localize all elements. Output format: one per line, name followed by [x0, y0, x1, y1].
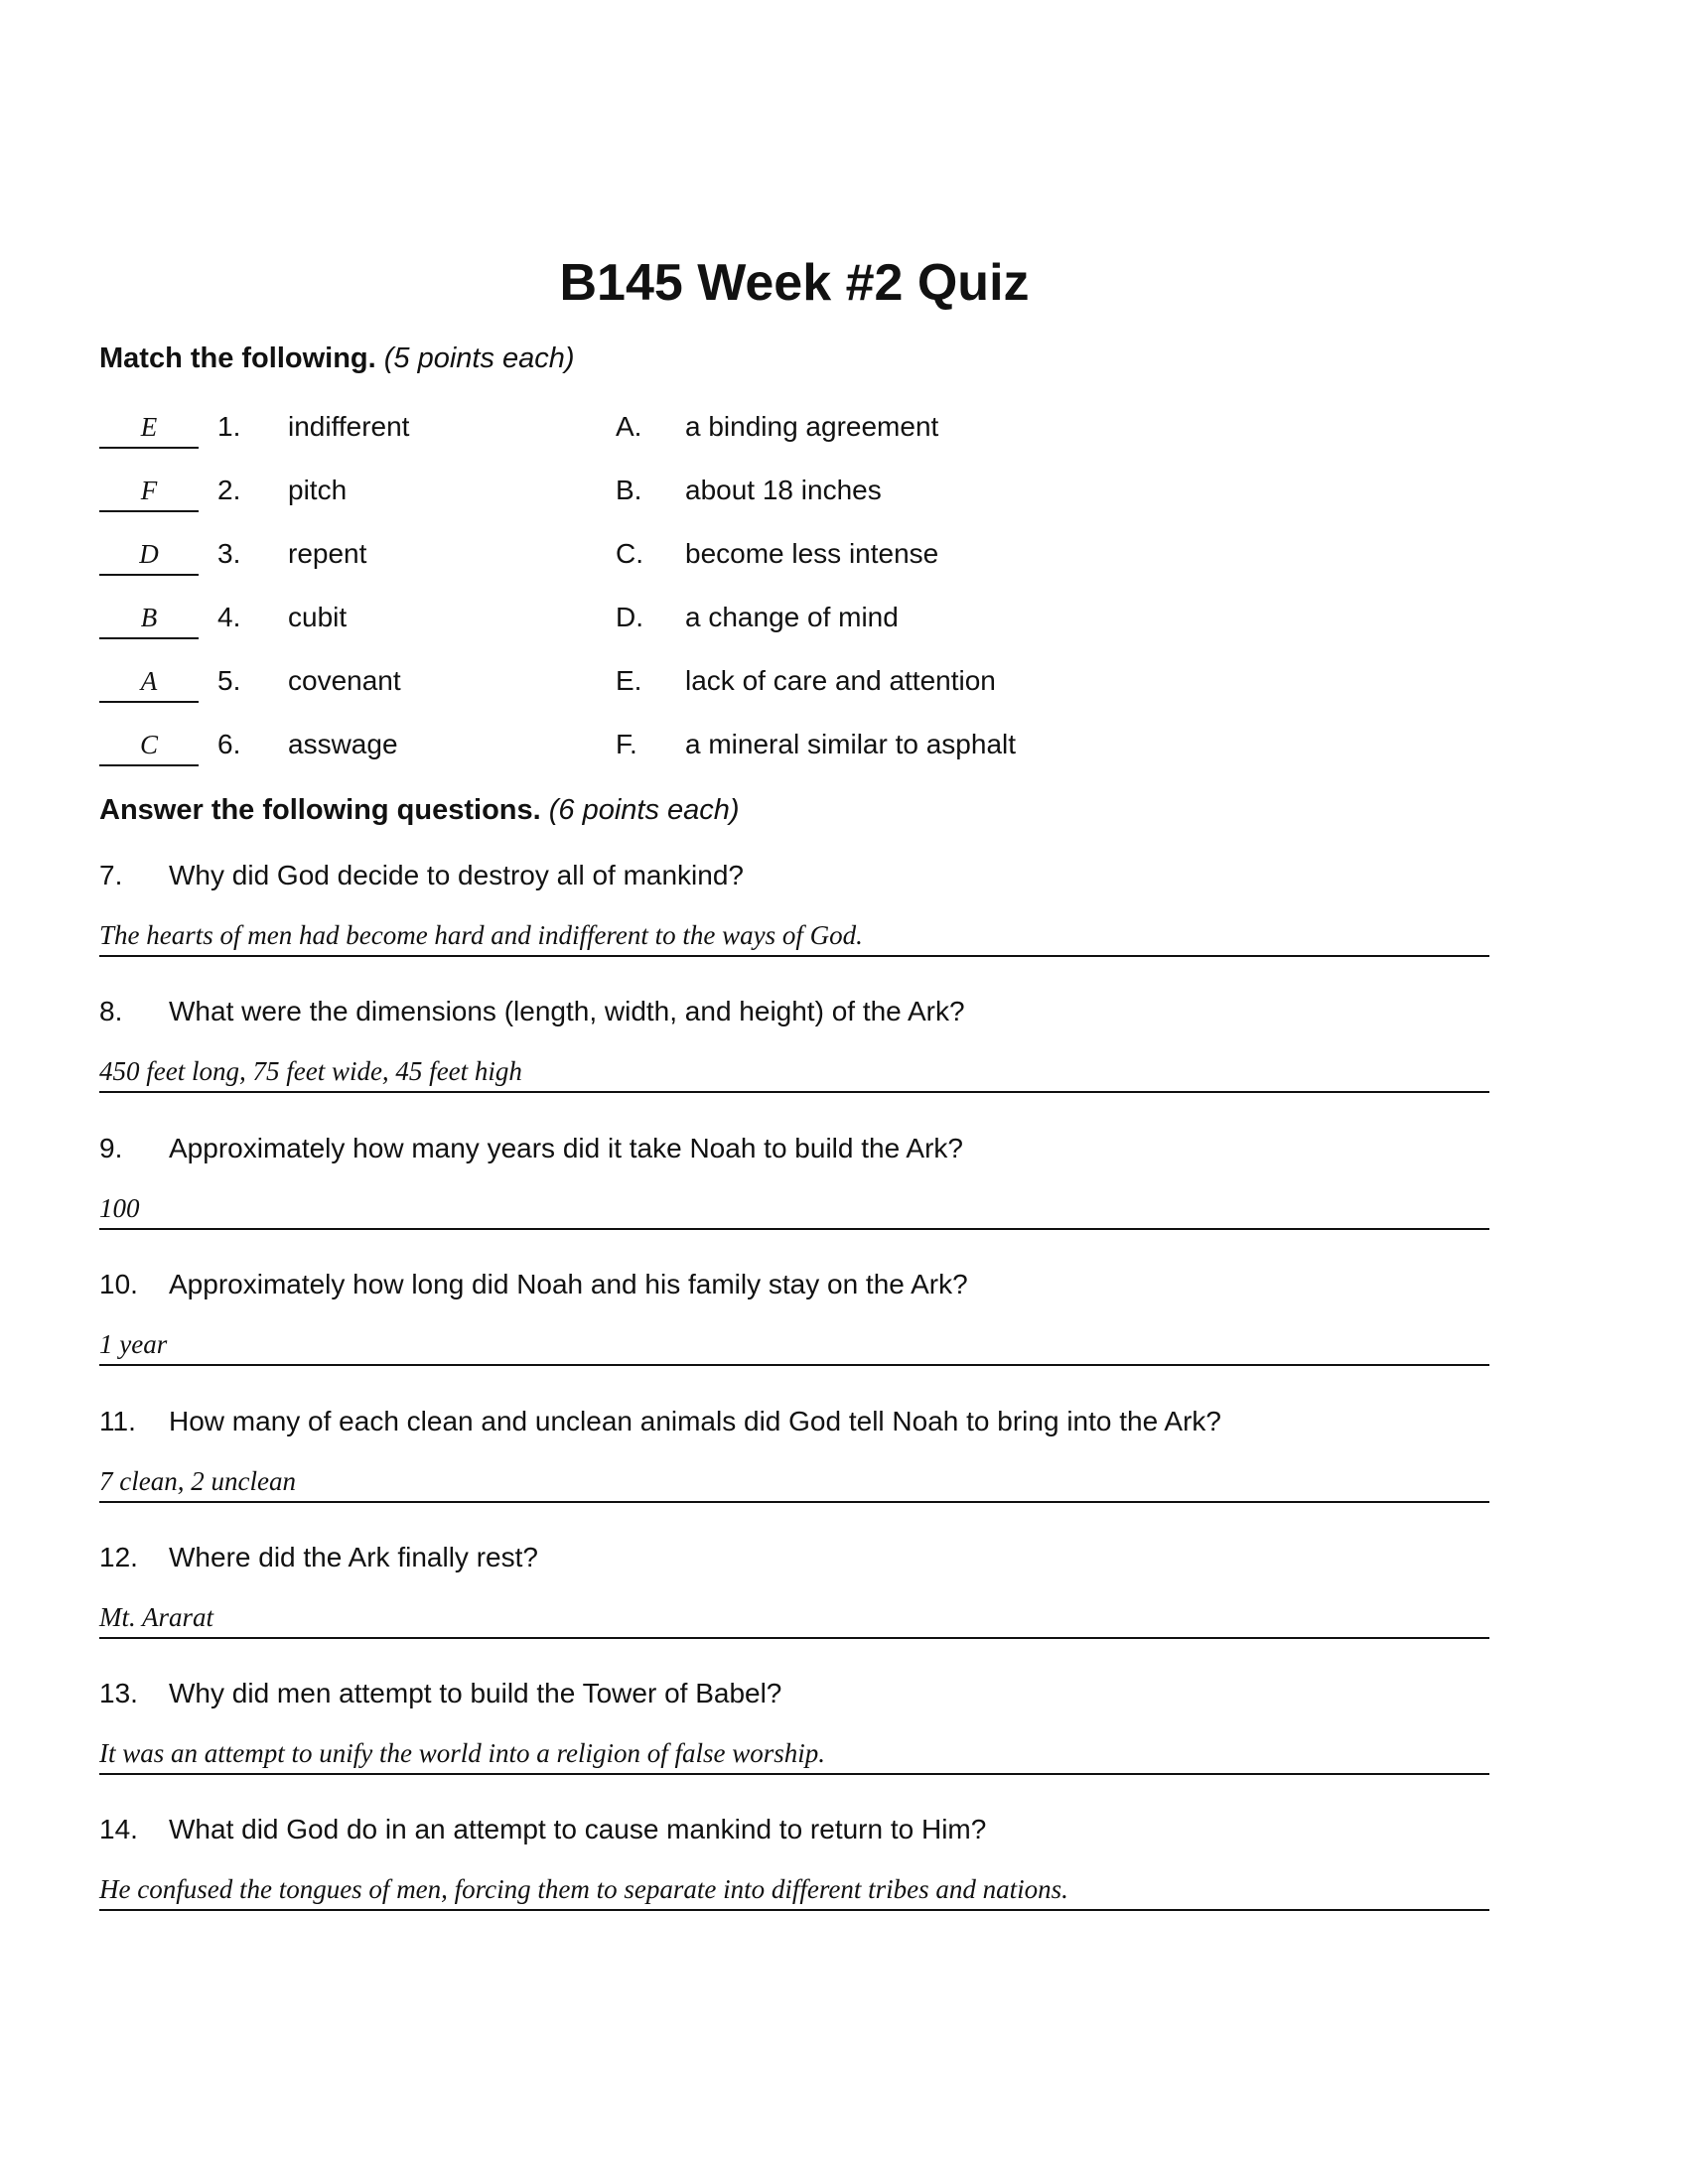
match-number: 1. — [217, 411, 241, 442]
match-row — [0, 596, 1688, 651]
matching-heading-text: Match the following. — [99, 342, 376, 374]
match-term: asswage — [288, 729, 398, 759]
match-answer-blank[interactable]: B — [99, 596, 199, 639]
match-term: covenant — [288, 665, 401, 696]
match-row — [0, 469, 1688, 524]
questions-heading-text: Answer the following questions. — [99, 794, 541, 826]
question-text: Where did the Ark finally rest? — [169, 1542, 538, 1572]
match-definition: a change of mind — [685, 602, 899, 632]
match-row — [0, 723, 1688, 778]
matching-points: (5 points each) — [383, 342, 575, 374]
answer-line[interactable]: The hearts of men had become hard and indifferent to the ways of God. — [99, 911, 1489, 957]
question-text: What did God do in an attempt to cause mankind to return to Him? — [169, 1814, 987, 1844]
match-definition: become less intense — [685, 538, 939, 569]
question-text: Approximately how long did Noah and his family stay on the Ark? — [169, 1269, 968, 1299]
answer-line[interactable]: 450 feet long, 75 feet wide, 45 feet high — [99, 1047, 1489, 1093]
answer-line[interactable]: He confused the tongues of men, forcing them to separate into different tribes and nations. — [99, 1865, 1489, 1911]
match-row — [0, 532, 1688, 588]
question-number: 14. — [99, 1814, 138, 1844]
match-row — [0, 659, 1688, 715]
match-number: 4. — [217, 602, 241, 632]
questions-points: (6 points each) — [548, 794, 740, 826]
match-term: pitch — [288, 475, 348, 505]
question-number: 12. — [99, 1542, 138, 1572]
match-term: cubit — [288, 602, 348, 632]
match-letter: C. — [616, 538, 643, 569]
question-number: 8. — [99, 996, 123, 1026]
answer-line[interactable]: It was an attempt to unify the world into a religion of false worship. — [99, 1729, 1489, 1775]
match-number: 2. — [217, 475, 241, 505]
match-answer-blank[interactable]: D — [99, 532, 199, 576]
question-number: 7. — [99, 860, 123, 890]
match-row — [0, 405, 1688, 461]
matching-heading — [99, 342, 575, 375]
match-number: 3. — [217, 538, 241, 569]
match-term: repent — [288, 538, 367, 569]
match-letter: E. — [616, 665, 642, 696]
question-text: Approximately how many years did it take Noah to build the Ark? — [169, 1133, 963, 1163]
answer-line[interactable]: 7 clean, 2 unclean — [99, 1457, 1489, 1503]
question-text: How many of each clean and unclean animals did God tell Noah to bring into the Ark? — [169, 1406, 1221, 1436]
match-definition: about 18 inches — [685, 475, 882, 505]
question-text: Why did God decide to destroy all of mankind? — [169, 860, 744, 890]
match-answer-blank[interactable]: C — [99, 723, 199, 766]
question-number: 11. — [99, 1406, 136, 1436]
match-letter: A. — [616, 411, 642, 442]
match-definition: a binding agreement — [685, 411, 939, 442]
match-definition: a mineral similar to asphalt — [685, 729, 1017, 759]
match-answer-blank[interactable]: F — [99, 469, 199, 512]
match-definition: lack of care and attention — [685, 665, 996, 696]
answer-line[interactable]: Mt. Ararat — [99, 1593, 1489, 1639]
match-answer-blank[interactable]: E — [99, 405, 199, 449]
page-title: B145 Week #2 Quiz — [559, 254, 1030, 312]
question-text: What were the dimensions (length, width, and height) of the Ark? — [169, 996, 965, 1026]
question-text: Why did men attempt to build the Tower of Babel? — [169, 1678, 782, 1708]
match-letter: F. — [616, 729, 637, 759]
match-answer-blank[interactable]: A — [99, 659, 199, 703]
answer-line[interactable]: 1 year — [99, 1320, 1489, 1366]
match-letter: D. — [616, 602, 643, 632]
question-number: 10. — [99, 1269, 138, 1299]
answer-line[interactable]: 100 — [99, 1184, 1489, 1230]
match-number: 5. — [217, 665, 241, 696]
match-term: indifferent — [288, 411, 410, 442]
question-number: 13. — [99, 1678, 138, 1708]
question-number: 9. — [99, 1133, 123, 1163]
match-letter: B. — [616, 475, 642, 505]
questions-heading — [99, 794, 740, 827]
match-number: 6. — [217, 729, 241, 759]
